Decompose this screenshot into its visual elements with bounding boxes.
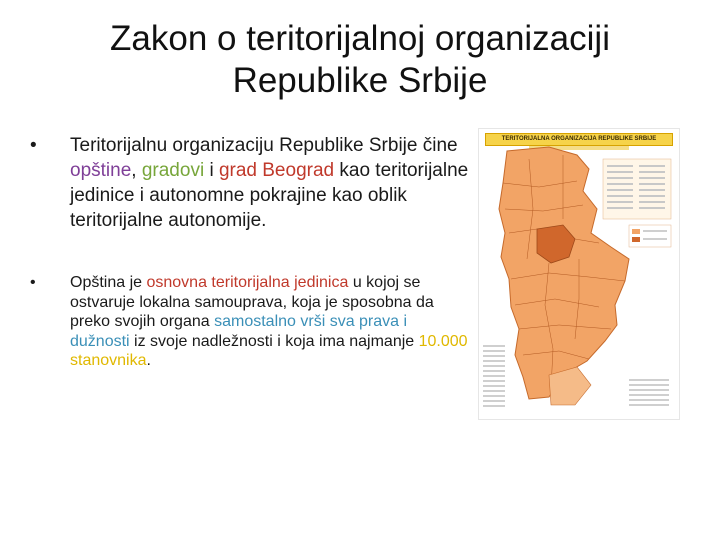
bullet-item-opstina-definition xyxy=(30,273,470,371)
term-gradovi: gradovi xyxy=(141,160,205,181)
term-samostalno: samostalno vrši sva prava i dužnosti xyxy=(70,313,408,350)
title-line-2: Republike Srbije xyxy=(232,61,488,100)
bullet-item-territorial-organization xyxy=(30,133,470,233)
right-legend-list xyxy=(629,379,669,406)
left-legend-list xyxy=(483,345,505,407)
term-grad-beograd: grad Beograd xyxy=(218,160,335,181)
map-graphic xyxy=(479,129,679,419)
bullet1-text-1: Teritorijalnu organizaciju Republike Srbije čine xyxy=(70,135,458,156)
title-line-1: Zakon o teritorijalnoj organizaciji xyxy=(110,19,610,58)
bullet-list xyxy=(30,133,470,371)
term-osnovna-jedinica: osnovna teritorijalna jedinica xyxy=(146,274,349,291)
slide-title xyxy=(40,18,680,102)
bullet-marker: • xyxy=(30,274,36,291)
bullet1-text-3: i xyxy=(204,160,219,181)
bullet1-text-2: , xyxy=(131,160,142,181)
bullet2-text-1: Opština je xyxy=(70,274,147,291)
bullet2-text-2: u kojoj se ostvaruje lokalna samouprava, koja je sposobna da preko svojih organa xyxy=(70,274,434,331)
term-opstine: opštine xyxy=(70,160,132,181)
bullet2-text-3: iz svoje nadležnosti i koja ima najmanje xyxy=(129,332,419,350)
serbia-territorial-map xyxy=(478,128,680,420)
legend-key xyxy=(629,225,671,247)
bullet2-text-4: . xyxy=(146,352,151,370)
term-broj: 10.000 xyxy=(418,332,468,350)
term-stanovnika: stanovnika xyxy=(70,352,147,370)
map-title: TERITORIJALNA ORGANIZACIJA REPUBLIKE SRBIJE xyxy=(501,136,657,142)
bullet1-text-4: kao teritorijalne jedinice i autonomne pokrajine kao oblik teritorijalne autonomije. xyxy=(70,160,469,231)
bullet-marker: • xyxy=(30,135,37,156)
